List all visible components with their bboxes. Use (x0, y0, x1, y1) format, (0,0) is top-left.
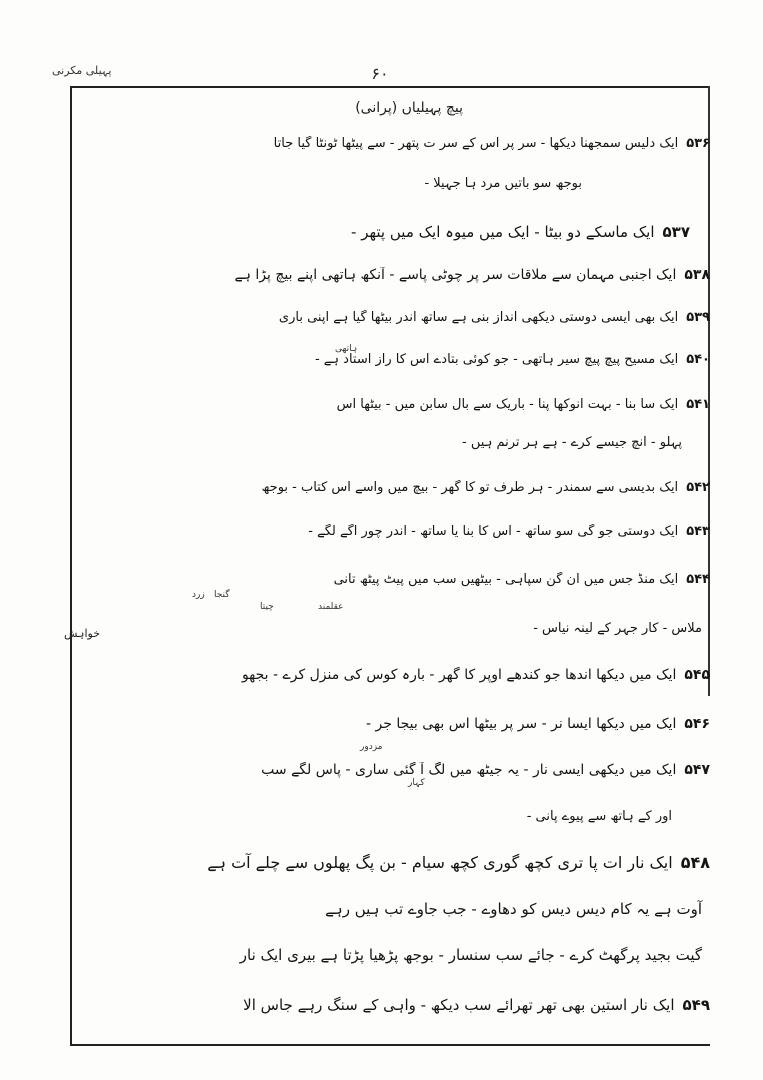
riddle-line (60, 480, 710, 496)
riddle-text: ایک دوستی جو گی سو ساتھ - اس کا بنا یا ساتھ - اندر چور آگے لگے - (308, 523, 679, 539)
riddle-text: آوت ہے یہ کام دیس دیس کو دھاوے - جب جاوے تب ہیں رہے (325, 899, 702, 918)
riddle-line (60, 809, 710, 825)
riddle-line (60, 621, 710, 637)
riddle-text: ایک بھی ایسی دوستی دیکھی انداز بنی ہے ساتھ اندر بیٹھا گیا ہے اپنی باری (278, 309, 679, 325)
riddle-text: بوجھ سو باتیں مرد ہا جہیلا - (424, 175, 582, 191)
riddle-text: پہلو - آنچ جیسے کرے - ہے ہر ترنم ہیں - (462, 434, 682, 450)
riddle-line (60, 900, 710, 918)
riddle-line (60, 267, 710, 284)
riddle-text: ایک منڈ جس میں ان گن سپاہی - بیٹھیں سب میں پیٹ پیٹھ تانی (333, 571, 679, 587)
riddle-number: ۵۳۷ (662, 223, 690, 242)
riddle-text: ایک ماسکے دو بیٹا - ایک میں میوہ ایک میں پتھر - (351, 223, 655, 242)
margin-note: گنجا (214, 590, 230, 600)
riddle-number: ۵۳۸ (684, 267, 710, 284)
page-number: ۶۰ (371, 64, 389, 83)
riddle-text: گیت بجید پرگھٹ کرے - جائے سب سنسار - بوجھ پڑھیا پڑتا ہے بیری ایک نار (239, 945, 702, 964)
riddle-number: ۵۴۳ (686, 523, 710, 539)
margin-note: ہاتھی (335, 344, 358, 354)
riddle-text: ایک نار ات پا تری کچھ گوری کچھ سیام - بن پگ پھلوں سے چلے آت ہے (207, 852, 673, 872)
margin-note: کہار (408, 778, 425, 788)
riddle-text: ایک میں دیکھا اندھا جو کندھے اوپر کا گھر - بارہ کوس کی منزل کرے - بجھو (241, 666, 677, 683)
riddle-text: ایک میں دیکھا ایسا نر - سر پر بیٹھا اس بھی بیجا جر - (366, 715, 677, 732)
riddle-text: ایک بدیسی سے سمندر - ہر طرف تو کا گھر - بیچ میں واسے اس کتاب - بوجھ (261, 480, 679, 496)
riddle-line (60, 946, 710, 964)
margin-note: خواہش (64, 627, 101, 640)
riddle-text: ملاس - کار جہر کے لینہ نیاس - (533, 621, 702, 637)
riddle-number: ۵۴۲ (686, 480, 710, 496)
riddle-line (60, 352, 710, 368)
margin-note: عقلمند (318, 602, 344, 612)
riddle-line (60, 572, 710, 588)
riddle-number: ۵۴۰ (686, 351, 710, 367)
riddle-line (60, 435, 710, 451)
running-head: پہیلی مکرنی (52, 64, 112, 77)
riddle-list (60, 128, 710, 1014)
riddle-line (60, 310, 710, 326)
margin-note: زرد (192, 590, 205, 600)
riddle-number: ۵۴۶ (684, 715, 710, 732)
riddle-number: ۵۴۸ (680, 852, 710, 872)
riddle-number: ۵۴۷ (684, 762, 710, 779)
riddle-line (60, 524, 710, 540)
riddle-text: ایک نار استین بھی تھر تھرائے سب دیکھ - واہی کے سنگ رہے جاس الا (243, 995, 675, 1014)
riddle-line (60, 176, 710, 192)
riddle-line (60, 223, 710, 241)
riddle-line (60, 716, 710, 733)
riddle-line (60, 762, 710, 779)
riddle-number: ۵۴۵ (684, 666, 710, 683)
riddle-text: ایک مسیح پیچ پیچ سیر ہاتھی - جو کوئی بتادے اس کا راز استاد ہے - (314, 351, 679, 367)
riddle-text: ایک دلیس سمجھنا دیکھا - سر پر آس کے سر ت پتھر - سے پیٹھا ٹونٹا گیا جاتا (273, 136, 679, 151)
riddle-number: ۵۴۴ (686, 571, 710, 587)
riddle-text: ایک اجنبی مہمان سے ملاقات سر پر چوٹی پاسے - آنکھ ہاتھی اپنے بیچ پڑا ہے (234, 267, 677, 284)
riddle-text: ایک سا بنا - بہت انوکھا پنا - باریک سے بال سابن میں - بیٹھا اس (336, 397, 679, 413)
riddle-number: ۵۳۹ (686, 309, 710, 325)
margin-note: چیتا (260, 602, 274, 612)
riddle-text: اور کے ہاتھ سے پیوے پانی - (526, 809, 672, 825)
riddle-line (60, 996, 710, 1014)
riddle-number: ۵۴۱ (686, 397, 710, 413)
section-heading: پیچ پہیلیاں (پرانی) (355, 100, 463, 116)
riddle-number: ۵۳۶ (686, 136, 710, 151)
riddle-line (60, 136, 710, 152)
riddle-number: ۵۴۹ (682, 995, 710, 1014)
riddle-line (60, 853, 710, 872)
riddle-line (60, 397, 710, 413)
riddle-line (60, 667, 710, 684)
riddle-text: ایک میں دیکھی ایسی نار - یہ جیٹھ میں لگ آ گئی ساری - پاس لگے سب (261, 762, 677, 779)
margin-note: مزدور (360, 742, 383, 752)
